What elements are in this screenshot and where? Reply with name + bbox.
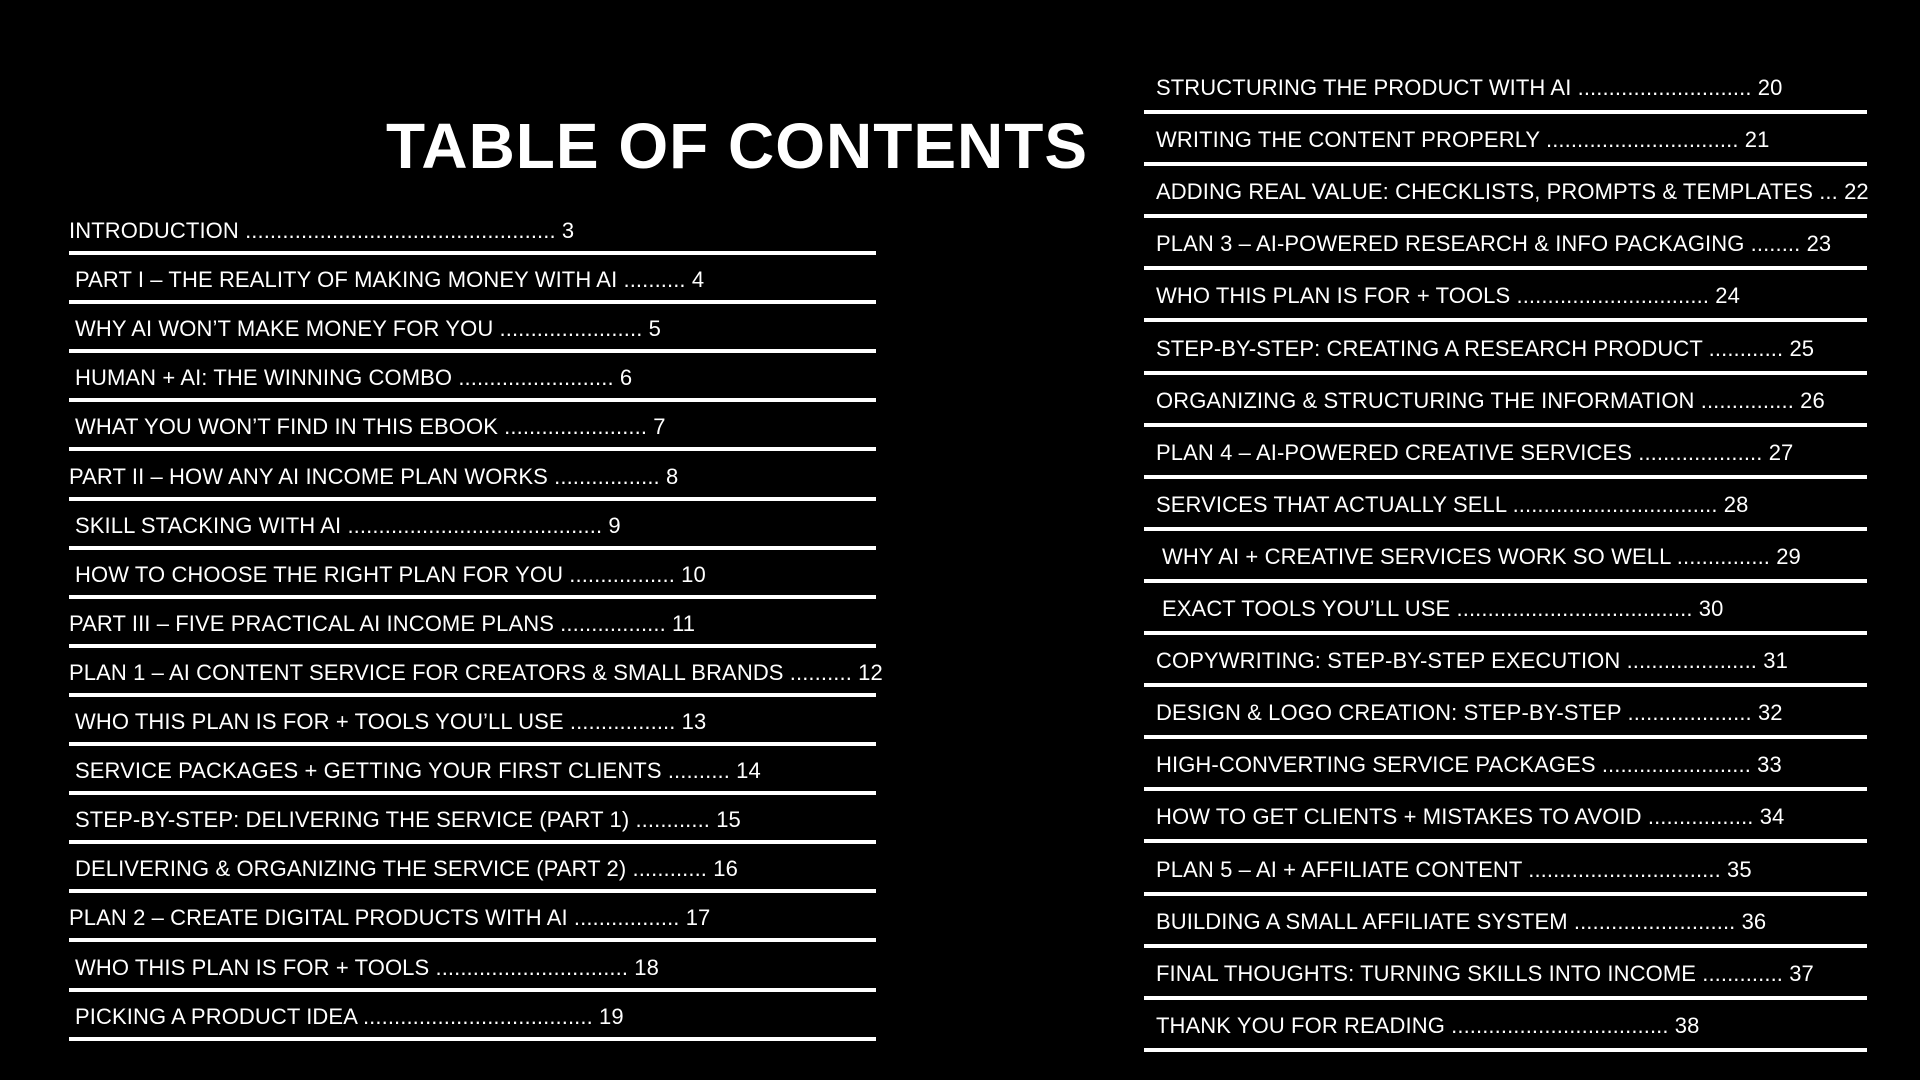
toc-entry[interactable] bbox=[1144, 427, 1867, 479]
toc-entry-text: HOW TO GET CLIENTS + MISTAKES TO AVOID ................. 34 bbox=[1156, 804, 1785, 830]
toc-entry[interactable] bbox=[69, 451, 876, 500]
toc-left-column bbox=[69, 206, 883, 1041]
toc-entry[interactable] bbox=[1144, 687, 1867, 739]
toc-entry[interactable] bbox=[1144, 843, 1867, 895]
toc-entry-text: THANK YOU FOR READING ................................... 38 bbox=[1156, 1012, 1700, 1038]
toc-entry-text: ORGANIZING & STRUCTURING THE INFORMATION ............... 26 bbox=[1156, 387, 1825, 413]
toc-entry[interactable] bbox=[69, 255, 876, 304]
toc-entry[interactable] bbox=[69, 844, 876, 893]
toc-entry-text: FINAL THOUGHTS: TURNING SKILLS INTO INCOME ............. 37 bbox=[1156, 960, 1814, 986]
toc-entry[interactable] bbox=[69, 893, 876, 942]
toc-entry-text: DELIVERING & ORGANIZING THE SERVICE (PART 2) ............ 16 bbox=[75, 856, 738, 882]
toc-entry-text: PART I – THE REALITY OF MAKING MONEY WITH AI .......... 4 bbox=[75, 267, 705, 293]
toc-entry[interactable] bbox=[69, 353, 876, 402]
toc-entry-text: WHO THIS PLAN IS FOR + TOOLS ............................... 24 bbox=[1156, 283, 1740, 309]
toc-entry-text: EXACT TOOLS YOU’LL USE ...................................... 30 bbox=[1162, 596, 1724, 622]
toc-entry-text: INTRODUCTION .................................................. 3 bbox=[69, 218, 575, 244]
toc-entry-text: HOW TO CHOOSE THE RIGHT PLAN FOR YOU ................. 10 bbox=[75, 561, 706, 587]
toc-entry-text: WHY AI + CREATIVE SERVICES WORK SO WELL ............... 29 bbox=[1162, 543, 1801, 569]
toc-right-column bbox=[1144, 62, 1867, 1052]
toc-entry-text: HUMAN + AI: THE WINNING COMBO ......................... 6 bbox=[75, 365, 633, 391]
page-title: TABLE OF CONTENTS bbox=[386, 110, 1088, 182]
toc-entry-text: WHO THIS PLAN IS FOR + TOOLS ............................... 18 bbox=[75, 954, 659, 980]
toc-entry-text: COPYWRITING: STEP-BY-STEP EXECUTION ..................... 31 bbox=[1156, 648, 1788, 674]
toc-entry-text: STRUCTURING THE PRODUCT WITH AI ............................ 20 bbox=[1156, 75, 1783, 101]
toc-entry-text: PICKING A PRODUCT IDEA ..................................... 19 bbox=[75, 1003, 624, 1029]
toc-entry-text: SKILL STACKING WITH AI ......................................... 9 bbox=[75, 512, 621, 538]
toc-entry[interactable] bbox=[1144, 270, 1867, 322]
toc-entry-text: PLAN 5 – AI + AFFILIATE CONTENT ............................... 35 bbox=[1156, 856, 1752, 882]
toc-entry[interactable] bbox=[1144, 166, 1867, 218]
toc-entry[interactable] bbox=[69, 599, 876, 648]
toc-entry[interactable] bbox=[1144, 635, 1867, 687]
toc-entry[interactable] bbox=[1144, 896, 1867, 948]
toc-entry-text: DESIGN & LOGO CREATION: STEP-BY-STEP .................... 32 bbox=[1156, 700, 1783, 726]
toc-entry[interactable] bbox=[69, 648, 883, 697]
toc-entry[interactable] bbox=[1144, 62, 1867, 114]
toc-entry[interactable] bbox=[69, 942, 876, 991]
toc-entry-text: STEP-BY-STEP: DELIVERING THE SERVICE (PART 1) ............ 15 bbox=[75, 807, 741, 833]
toc-entry-text: SERVICES THAT ACTUALLY SELL ................................. 28 bbox=[1156, 491, 1749, 517]
toc-entry-text: STEP-BY-STEP: CREATING A RESEARCH PRODUCT ............ 25 bbox=[1156, 335, 1815, 361]
toc-entry[interactable] bbox=[1144, 322, 1867, 374]
toc-entry[interactable] bbox=[69, 501, 876, 550]
toc-entry-text: SERVICE PACKAGES + GETTING YOUR FIRST CLIENTS .......... 14 bbox=[75, 758, 761, 784]
toc-entry-text: WHAT YOU WON’T FIND IN THIS EBOOK ....................... 7 bbox=[75, 414, 666, 440]
toc-entry[interactable] bbox=[1144, 583, 1867, 635]
toc-entry-text: PART III – FIVE PRACTICAL AI INCOME PLANS ................. 11 bbox=[69, 610, 696, 636]
toc-entry[interactable] bbox=[1144, 1000, 1867, 1052]
toc-entry[interactable] bbox=[69, 697, 876, 746]
toc-entry[interactable] bbox=[69, 402, 876, 451]
toc-entry-text: PLAN 2 – CREATE DIGITAL PRODUCTS WITH AI ................. 17 bbox=[69, 905, 711, 931]
toc-entry[interactable] bbox=[69, 304, 876, 353]
toc-entry[interactable] bbox=[1144, 375, 1867, 427]
toc-entry-text: HIGH-CONVERTING SERVICE PACKAGES ........................ 33 bbox=[1156, 752, 1782, 778]
toc-entry-text: PLAN 1 – AI CONTENT SERVICE FOR CREATORS & SMALL BRANDS .......... 12 bbox=[69, 659, 883, 685]
toc-entry-text: PLAN 3 – AI-POWERED RESEARCH & INFO PACKAGING ........ 23 bbox=[1156, 231, 1832, 257]
toc-entry[interactable] bbox=[69, 550, 876, 599]
toc-entry-text: PART II – HOW ANY AI INCOME PLAN WORKS ................. 8 bbox=[69, 463, 679, 489]
toc-entry[interactable] bbox=[69, 795, 876, 844]
toc-entry[interactable] bbox=[1144, 739, 1867, 791]
toc-entry[interactable] bbox=[69, 206, 876, 255]
toc-entry-text: PLAN 4 – AI-POWERED CREATIVE SERVICES .................... 27 bbox=[1156, 439, 1794, 465]
toc-entry[interactable] bbox=[1144, 218, 1867, 270]
toc-entry[interactable] bbox=[1144, 479, 1867, 531]
toc-entry[interactable] bbox=[1144, 948, 1867, 1000]
toc-entry-text: WHO THIS PLAN IS FOR + TOOLS YOU’LL USE ................. 13 bbox=[75, 709, 707, 735]
toc-entry[interactable] bbox=[69, 746, 876, 795]
toc-entry[interactable] bbox=[1144, 791, 1867, 843]
toc-entry[interactable] bbox=[1144, 531, 1867, 583]
toc-entry-text: WRITING THE CONTENT PROPERLY ............................... 21 bbox=[1156, 127, 1770, 153]
toc-entry-text: ADDING REAL VALUE: CHECKLISTS, PROMPTS & TEMPLATES ... 22 bbox=[1156, 179, 1869, 205]
toc-entry-text: WHY AI WON’T MAKE MONEY FOR YOU ....................... 5 bbox=[75, 316, 661, 342]
toc-entry[interactable] bbox=[69, 992, 876, 1041]
toc-entry-text: BUILDING A SMALL AFFILIATE SYSTEM .......................... 36 bbox=[1156, 908, 1767, 934]
toc-entry[interactable] bbox=[1144, 114, 1867, 166]
